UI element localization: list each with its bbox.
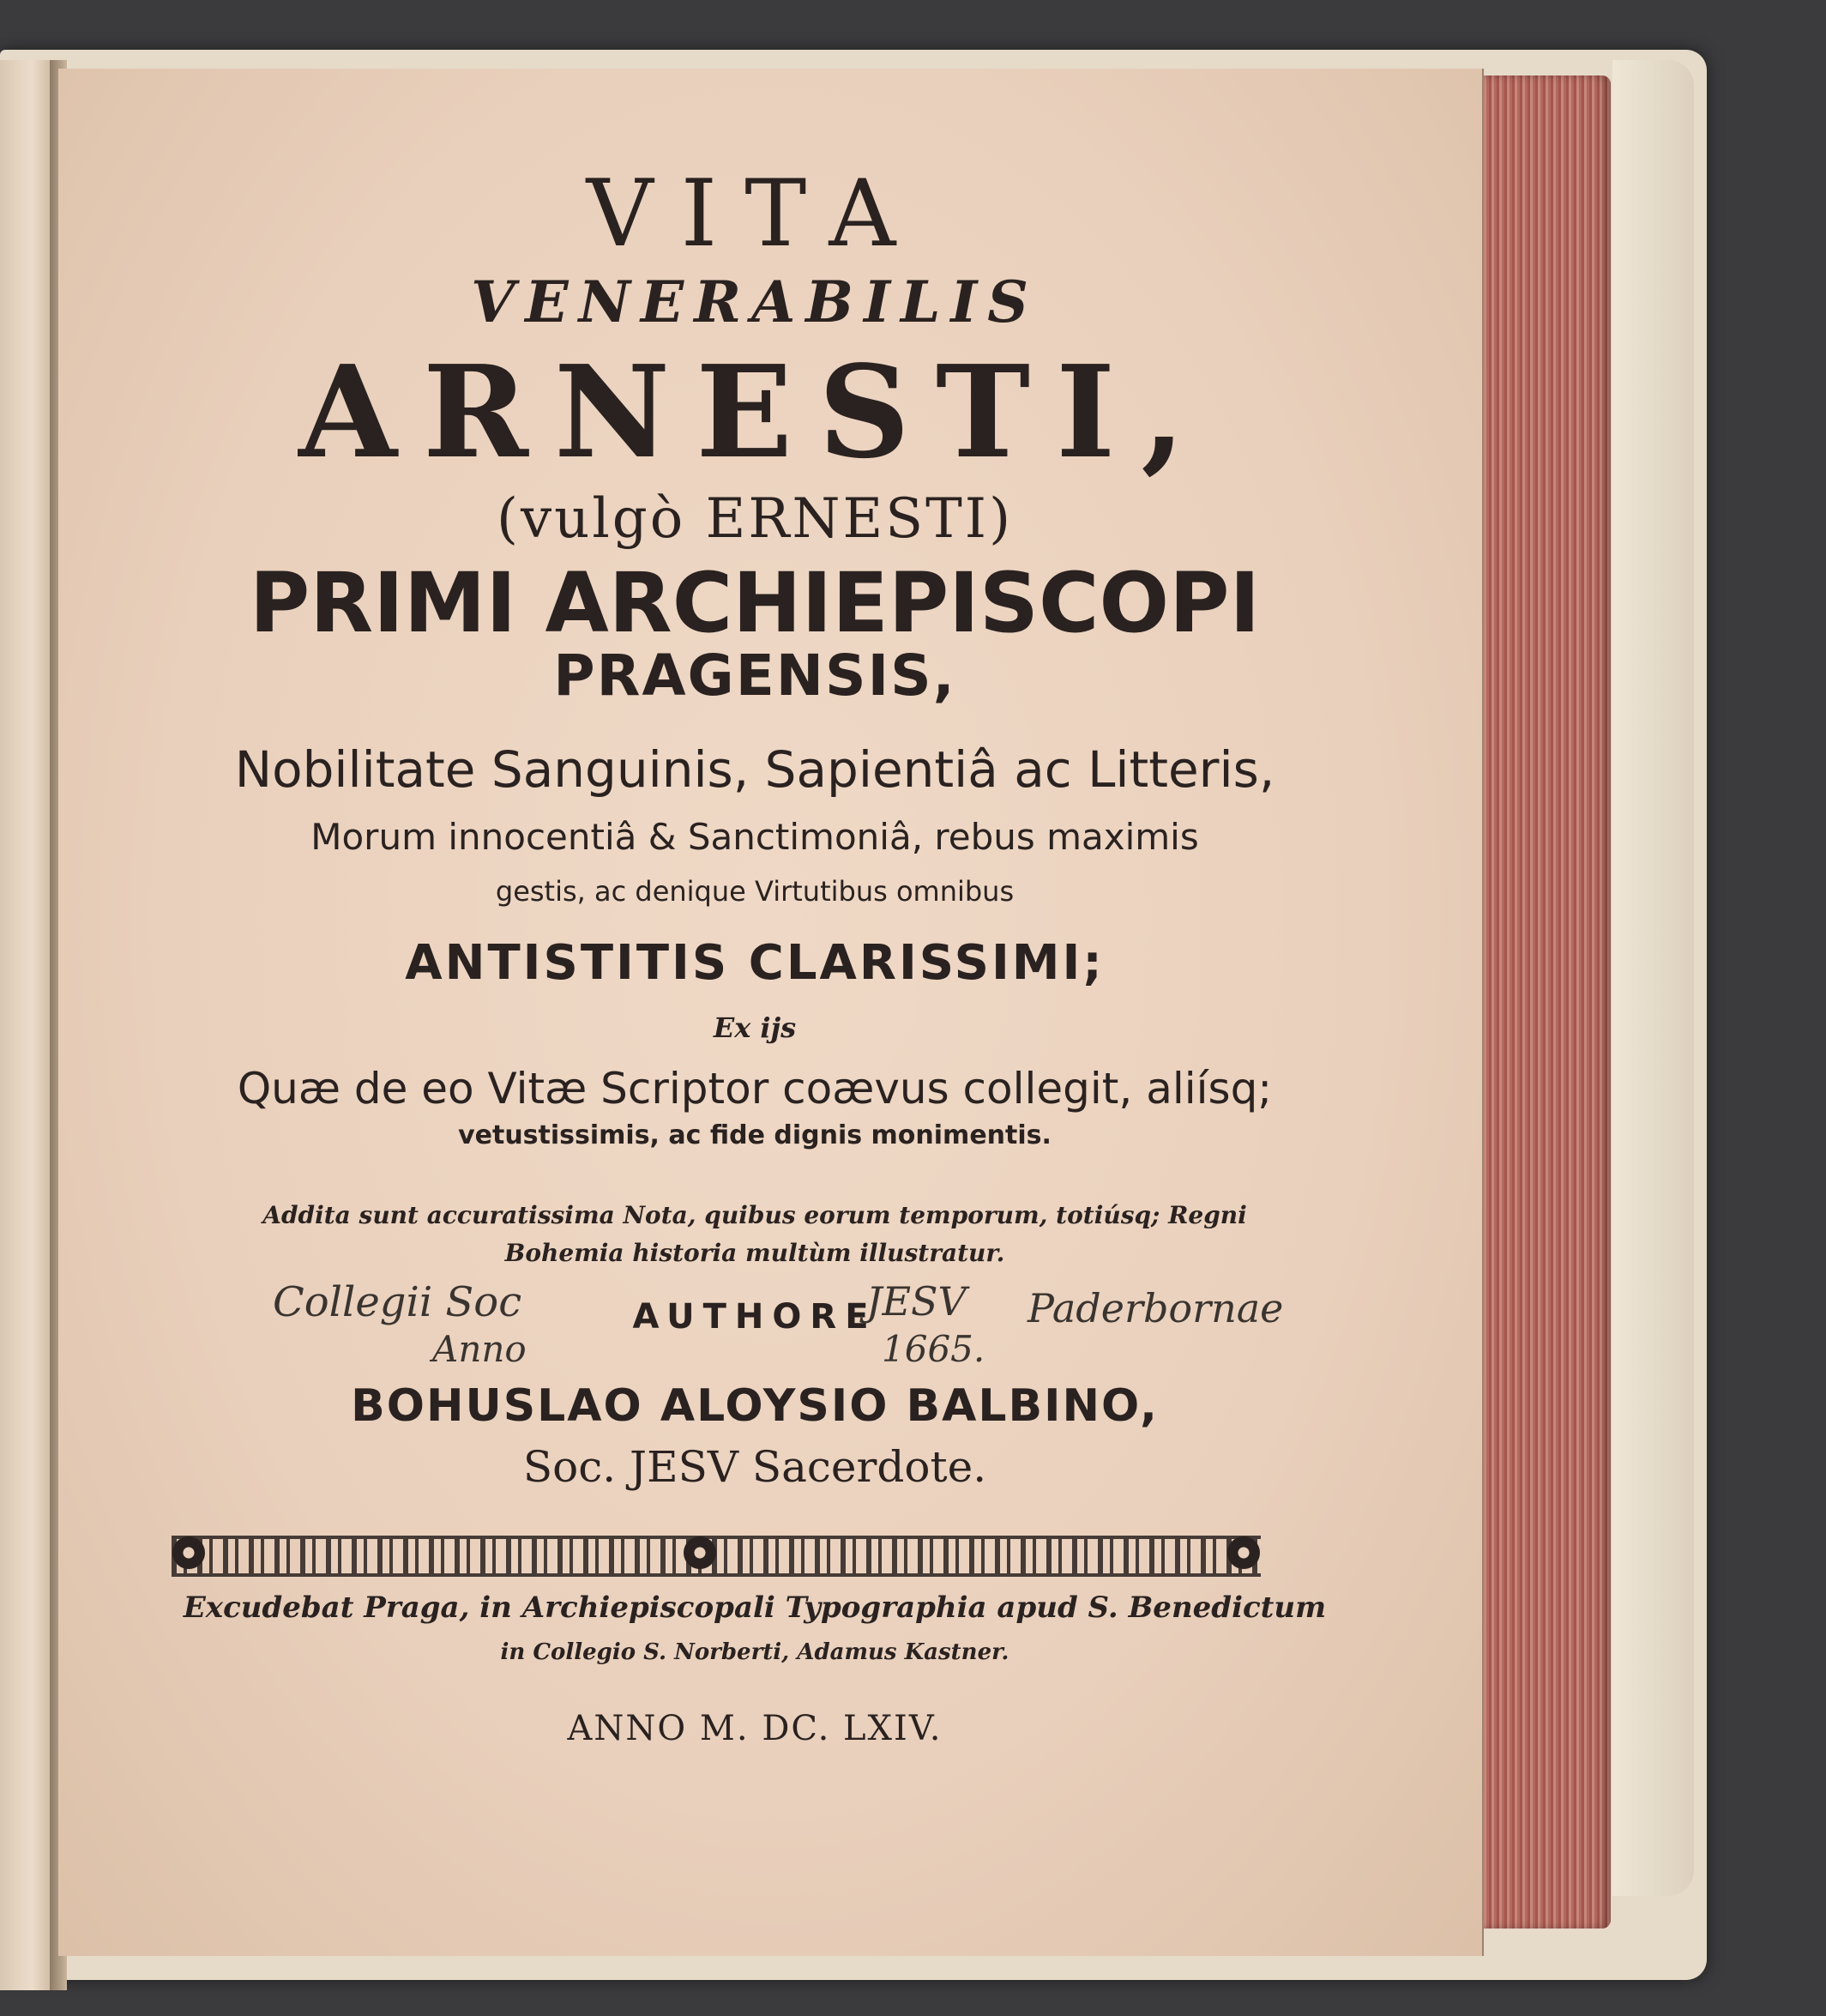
note-line-2: Bohemia historia multùm illustratur.	[504, 1239, 1005, 1267]
title-arnesti: ARNESTI,	[298, 337, 1211, 486]
handwritten-paderbornae: Paderbornae	[1028, 1285, 1284, 1331]
cover-edge	[1612, 60, 1694, 1896]
title-primi-archiepiscopi: PRIMI ARCHIEPISCOPI	[249, 555, 1261, 651]
rosette-ornament-right	[1225, 1534, 1263, 1572]
title-venerabilis: VENERABILIS	[471, 269, 1039, 335]
imprint-year: ANNO M. DC. LXIV.	[567, 1709, 943, 1748]
author-society: Soc. JESV Sacerdote.	[522, 1442, 987, 1492]
left-leaf	[0, 60, 53, 1990]
title-pragensis: PRAGENSIS,	[553, 643, 956, 709]
description-line-1: Nobilitate Sanguinis, Sapientiâ ac Litteris,	[234, 740, 1275, 799]
rosette-ornament-left	[170, 1534, 208, 1572]
rosette-ornament-center	[681, 1534, 719, 1572]
author-name: BOHUSLAO ALOYSIO BALBINO,	[351, 1380, 1159, 1432]
description-line-2: Morum innocentiâ & Sanctimoniâ, rebus maximis	[310, 816, 1199, 858]
handwritten-year: 1665.	[882, 1328, 985, 1370]
page-edges	[1473, 75, 1611, 1928]
note-line-1: Addita sunt accuratissima Nota, quibus eorum temporum, totiúsq; Regni	[262, 1201, 1247, 1229]
subtitle-line-2: vetustissimis, ac fide dignis monimentis.	[458, 1120, 1052, 1150]
handwritten-anno: Anno	[432, 1328, 527, 1370]
handwritten-jesu: JESV	[866, 1278, 967, 1325]
ex-iis: Ex ijs	[713, 1011, 797, 1044]
handwritten-collegii: Collegii Soc	[273, 1278, 522, 1326]
authore-label: AUTHORE	[632, 1297, 877, 1337]
title-vulgo-ernesti: (vulgò ERNESTI)	[496, 487, 1014, 551]
title-vita: VITA	[586, 160, 924, 268]
description-line-3: gestis, ac denique Virtutibus omnibus	[495, 875, 1015, 908]
imprint-line-2: in Collegio S. Norberti, Adamus Kastner.	[500, 1639, 1009, 1665]
antistitis-clarissimi: ANTISTITIS CLARISSIMI;	[405, 935, 1105, 991]
imprint-line-1: Excudebat Praga, in Archiepiscopali Typographia apud S. Benedictum	[183, 1590, 1327, 1625]
subtitle-line-1: Quæ de eo Vitæ Scriptor coævus collegit, aliísq;	[237, 1064, 1273, 1114]
